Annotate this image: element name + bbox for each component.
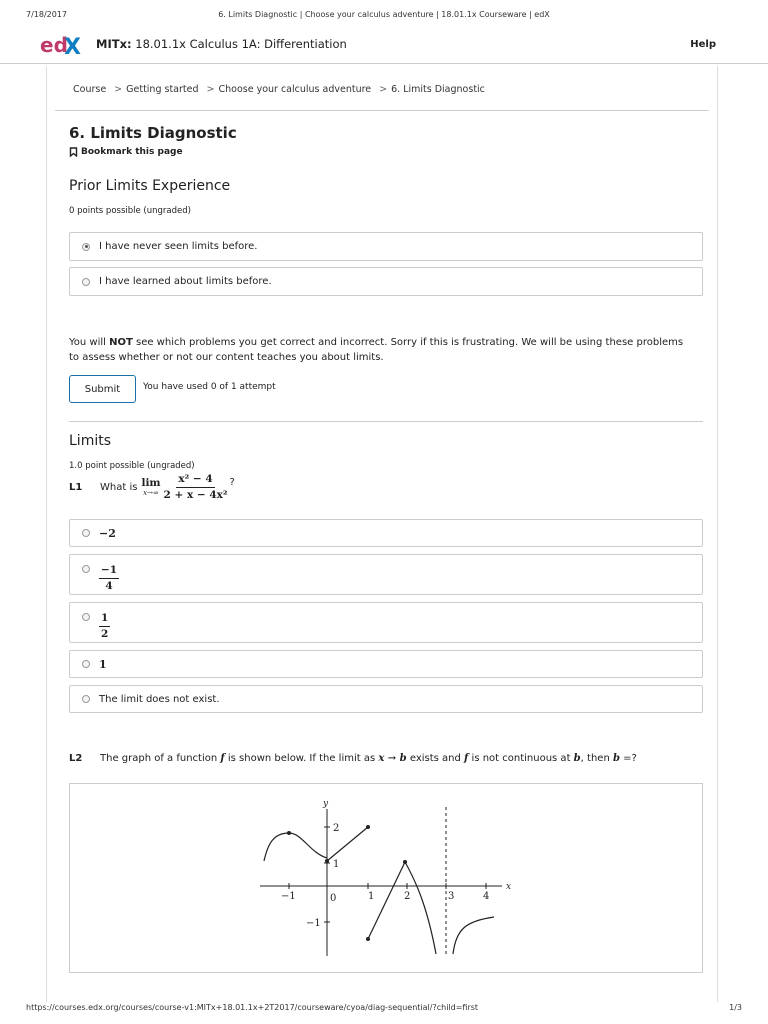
x-axis-label: x [506, 882, 512, 892]
top-navigation-bar [0, 28, 768, 64]
question-prompt: What is [100, 482, 138, 493]
math-b: b [573, 753, 581, 764]
notice-post: see which problems you get correct and incorrect. Sorry if this is frustrating. We will be using these problems to assess whether or not our content teaches you about limits. [69, 337, 684, 363]
choice-d[interactable] [69, 650, 703, 678]
x-tick-label: 4 [483, 891, 490, 902]
bookmark-icon [69, 147, 78, 157]
radio-button[interactable] [82, 660, 90, 668]
y-axis-label: y [323, 799, 329, 809]
y-tick-label: 2 [333, 823, 340, 834]
question-l2 [69, 753, 637, 764]
breadcrumb-course[interactable]: Course [73, 84, 107, 95]
point-start [366, 937, 370, 941]
choice-a[interactable] [69, 519, 703, 547]
function-graph-panel [69, 783, 703, 973]
course-title [96, 37, 347, 51]
question-label: L2 [69, 753, 83, 764]
print-url: https://courses.edx.org/courses/course-v1:MITx+18.01.1x+2T2017/courseware/cyoa/diag-sequential/?child=first [26, 1003, 479, 1012]
course-org: MITx: [96, 37, 132, 51]
courseware-content [46, 66, 718, 1002]
point-open [325, 859, 329, 863]
notice-pre: You will [69, 337, 110, 348]
fraction-denominator: 4 [105, 580, 113, 592]
choice-label: I have learned about limits before. [99, 276, 272, 287]
x-tick-label: 0 [330, 893, 337, 904]
bookmark-button[interactable] [69, 147, 183, 157]
attempts-text: You have used 0 of 1 attempt [143, 382, 276, 392]
unit-title: 6. Limits Diagnostic [69, 124, 237, 142]
lim-subscript: x→∞ [143, 489, 159, 497]
radio-button[interactable] [82, 613, 90, 621]
x-tick-label: 2 [404, 891, 411, 902]
points-possible-prior: 0 points possible (ungraded) [69, 206, 191, 216]
choice-label: I have never seen limits before. [99, 241, 258, 252]
breadcrumb-separator: > [206, 84, 215, 95]
course-name: 18.01.1x Calculus 1A: Differentiation [135, 37, 347, 51]
print-header [26, 10, 742, 24]
question-text: , then [580, 753, 613, 764]
choice-label: −2 [99, 526, 116, 540]
question-label: L1 [69, 482, 83, 493]
svg-text:X: X [64, 35, 81, 60]
choice-fraction [99, 611, 110, 642]
choice-c[interactable] [69, 602, 703, 643]
breadcrumb-current: 6. Limits Diagnostic [391, 84, 485, 95]
question-text: exists and [406, 753, 465, 764]
edx-logo[interactable] [40, 32, 86, 62]
math-b: b [612, 753, 620, 764]
y-tick-label: −1 [306, 918, 321, 929]
math-f: f [220, 753, 225, 764]
question-text: is not continuous at [468, 753, 574, 764]
notice-text [69, 335, 689, 365]
radio-button-selected[interactable] [82, 243, 90, 251]
question-l1 [69, 472, 235, 503]
problem-title-limits: Limits [69, 433, 111, 449]
choice-fraction [99, 563, 119, 594]
choice-b[interactable] [69, 554, 703, 595]
choice-never-seen[interactable] [69, 232, 703, 261]
radio-button[interactable] [82, 695, 90, 703]
question-text: is shown below. If the limit as [224, 753, 379, 764]
breadcrumb-divider [55, 110, 709, 111]
fraction-numerator: x² − 4 [176, 472, 214, 488]
radio-button[interactable] [82, 278, 90, 286]
curve-falling [405, 862, 436, 954]
curve-left [264, 833, 327, 861]
curve-right-branch [453, 917, 494, 954]
breadcrumb-separator: > [379, 84, 388, 95]
problem-title-prior: Prior Limits Experience [69, 178, 231, 194]
print-doc-title: 6. Limits Diagnostic | Choose your calculus adventure | 18.01.1x Courseware | edX [218, 10, 550, 19]
question-text: The graph of a function [100, 753, 221, 764]
math-f: f [464, 753, 469, 764]
choice-learned[interactable] [69, 267, 703, 296]
lim-text: lim [141, 477, 161, 489]
math-b: b [399, 753, 407, 764]
points-possible-limits: 1.0 point possible (ungraded) [69, 461, 195, 471]
svg-text:ed: ed [40, 33, 68, 57]
print-date: 7/18/2017 [26, 10, 68, 19]
choice-label: The limit does not exist. [99, 693, 220, 705]
choice-label: 1 [99, 657, 107, 671]
math-arrow: → [384, 753, 400, 764]
breadcrumb [73, 84, 489, 95]
submit-button[interactable]: Submit [69, 375, 136, 403]
print-page-number: 1/3 [729, 1003, 742, 1012]
fraction-denominator: 2 + x − 4x² [163, 489, 228, 501]
x-tick-label: 3 [448, 891, 455, 902]
limit-operator [141, 478, 160, 497]
breadcrumb-choose-adventure[interactable]: Choose your calculus adventure [218, 84, 372, 95]
fraction-numerator: −1 [99, 563, 119, 579]
choice-e[interactable] [69, 685, 703, 713]
notice-bold: NOT [109, 337, 133, 348]
point-endpoint [366, 825, 370, 829]
radio-button[interactable] [82, 529, 90, 537]
fraction-numerator: 1 [99, 611, 110, 627]
help-link[interactable]: Help [690, 39, 716, 50]
point-peak [403, 860, 407, 864]
x-tick-label: −1 [281, 891, 296, 902]
breadcrumb-separator: > [114, 84, 123, 95]
limit-fraction [164, 472, 228, 503]
breadcrumb-getting-started[interactable]: Getting started [126, 84, 199, 95]
bookmark-label: Bookmark this page [81, 147, 183, 157]
question-text: =? [619, 753, 637, 764]
x-tick-label: 1 [368, 891, 375, 902]
radio-button[interactable] [82, 565, 90, 573]
question-mark: ? [229, 477, 235, 488]
point-max [287, 831, 291, 835]
section-divider [69, 421, 703, 422]
math-x: x [378, 753, 385, 764]
function-graph [70, 784, 702, 972]
fraction-denominator: 2 [101, 628, 109, 640]
y-tick-label: 1 [333, 859, 340, 870]
